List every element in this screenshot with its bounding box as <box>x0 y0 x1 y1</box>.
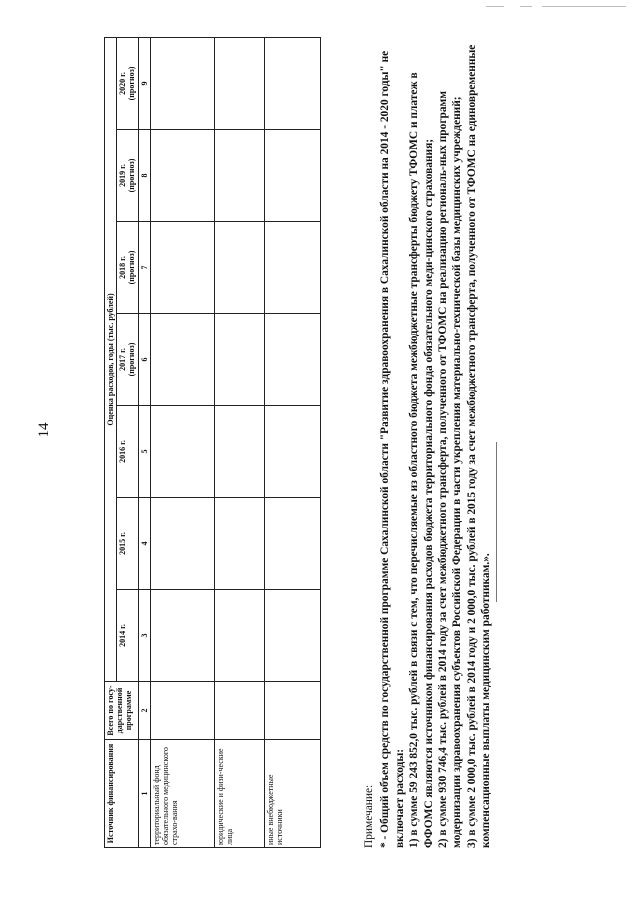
note-paragraph: 2) в сумме 930 746,4 тыс. рублей в 2014 году за счет межбюджетного трансферта, полученного от ТФОМС на реализацию региональ-ных программ модернизации здравоохранения субъектов Российской Федерации в части укрепления материально-технической базы медицинских учреждений; <box>437 90 464 848</box>
row-source-legal-persons: юридические и физи-ческие лица <box>214 740 264 848</box>
table-row <box>214 37 264 847</box>
divider-line <box>496 442 497 602</box>
financing-table <box>104 37 321 848</box>
table-header-row <box>105 37 117 847</box>
column-number-row <box>138 37 150 847</box>
header-year-2020: 2020 г. (прогноз) <box>117 37 138 129</box>
column-number: 4 <box>138 498 150 590</box>
column-number: 2 <box>138 682 150 740</box>
column-number: 8 <box>138 130 150 222</box>
row-source-other-offbudget: иные внебюджетные источники <box>264 740 320 848</box>
header-year-2019: 2019 г. (прогноз) <box>117 130 138 222</box>
notes-block <box>362 36 494 848</box>
column-number: 3 <box>138 590 150 682</box>
column-number: 7 <box>138 222 150 314</box>
table-row <box>150 37 214 847</box>
header-year-2015: 2015 г. <box>117 498 138 590</box>
header-total: Всего по госу-дарственной программе <box>105 682 139 740</box>
row-source-tfoms: территориальный фонд обязательного медицинского страхо-вания <box>150 740 214 848</box>
note-paragraph: * - Общий объем средств по государственной программе Сахалинской области "Развитие здравоохранения в Сахалинской области на 2014 - 2020 годы" не включает расходы: <box>379 50 406 848</box>
header-year-2018: 2018 г. (прогноз) <box>117 222 138 314</box>
page-number: 14 <box>36 422 52 438</box>
column-number: 1 <box>138 740 150 848</box>
header-estimate: Оценка расходов, годы (тыс. рублей) <box>105 37 117 681</box>
column-number: 9 <box>138 37 150 129</box>
note-paragraph: 1) в сумме 59 243 852,0 тыс. рублей в связи с тем, что перечисляемые из областного бюджета межбюджетные трансферты бюджету ТФОМС и платеж в ФФОМС являются источником финансирования расходов бюджета территориального фонда обязательного меди-цинского страхования; <box>408 72 435 848</box>
column-number: 5 <box>138 406 150 498</box>
header-source: Источник финансирования <box>105 740 139 848</box>
note-paragraph: 3) в сумме 2 000,0 тыс. рублей в 2014 году и 2 000,0 тыс. рублей в 2015 году за счет межбюджетного трансферта, полученного от ТФОМС на единовременные компенсационные выплаты медицинским работникам.». <box>465 44 493 848</box>
header-year-2014: 2014 г. <box>117 590 138 682</box>
notes-title: Примечание: <box>363 784 375 848</box>
table-row <box>264 37 320 847</box>
header-year-2017: 2017 г. (прогноз) <box>117 314 138 406</box>
column-number: 6 <box>138 314 150 406</box>
rotated-content <box>104 38 536 848</box>
header-year-2016: 2016 г. <box>117 406 138 498</box>
scan-marks <box>486 6 626 8</box>
